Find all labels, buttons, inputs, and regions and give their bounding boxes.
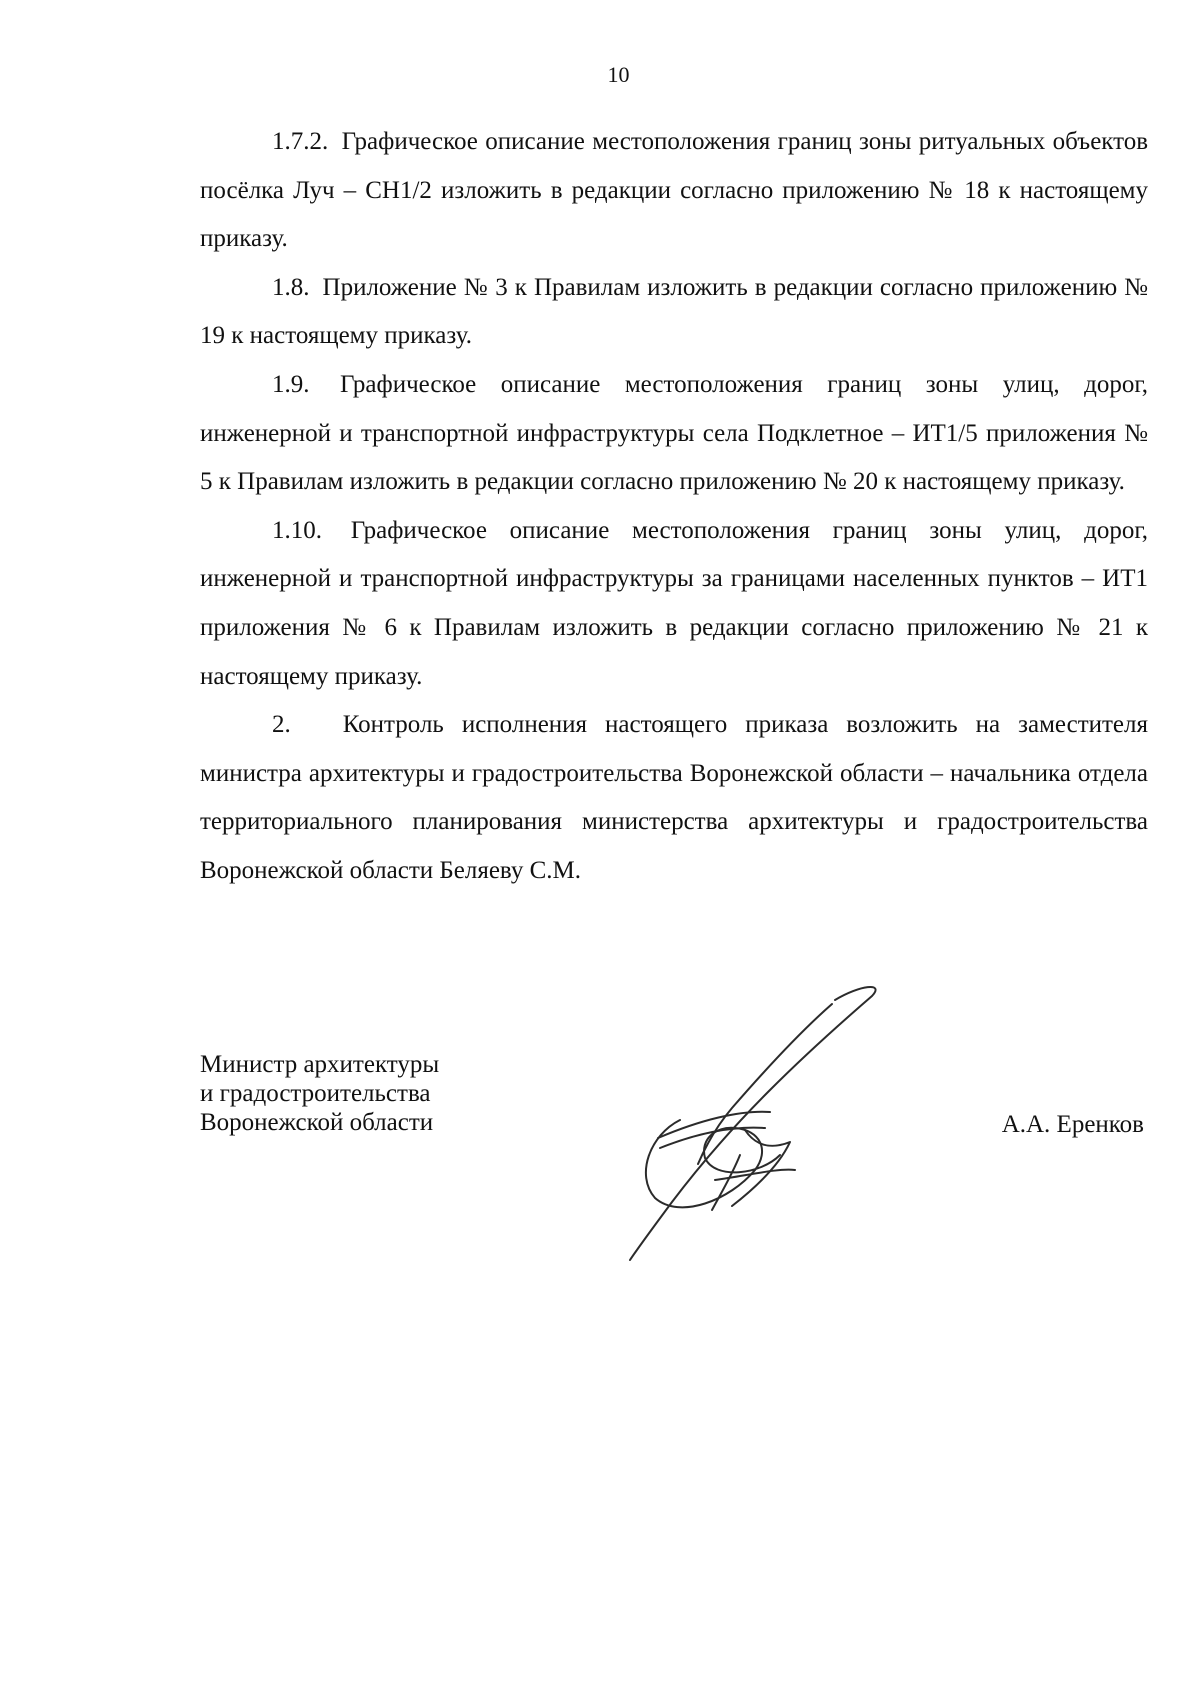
paragraph-number: 2.	[272, 711, 291, 739]
handwritten-signature	[620, 970, 980, 1270]
paragraph-1-7-2	[200, 118, 1148, 264]
paragraph-1-10	[200, 507, 1148, 701]
paragraph-number: 1.7.2.	[272, 128, 329, 155]
paragraph-text: Графическое описание местоположения границ зоны улиц, дорог, инженерной и транспортной инфраструктуры села Подклетное – ИТ1/5 приложения № 5 к Правилам изложить в редакции согласно приложению № 20 к настоящему приказу.	[200, 370, 1149, 496]
paragraph-2	[200, 701, 1148, 895]
paragraph-text: Контроль исполнения настоящего приказа возложить на заместителя министра архитектуры и градостроительства Воронежской области – начальника отдела территориального планирования министерства архитектуры и градостроительства Воронежской области Беляеву С.М.	[200, 711, 1148, 884]
paragraph-1-9	[200, 361, 1148, 507]
paragraph-number: 1.8.	[272, 273, 310, 301]
signature-block	[200, 1050, 1148, 1250]
paragraph-text: Графическое описание местоположения границ зоны ритуальных объектов посёлка Луч – СН1/2 изложить в редакции согласно приложению № 18 к настоящему приказу.	[200, 128, 1149, 253]
paragraph-1-8	[200, 264, 1148, 361]
paragraph-number: 1.9.	[272, 370, 310, 398]
signer-position-line: Министр архитектуры	[200, 1051, 440, 1078]
paragraph-text: Приложение № 3 к Правилам изложить в редакции согласно приложению № 19 к настоящему приказу.	[200, 273, 1149, 350]
signer-name: А.А. Еренков	[1001, 1111, 1144, 1138]
signer-position	[200, 1050, 439, 1137]
signer-position-line: Воронежской области	[200, 1109, 434, 1136]
signer-position-line: и градостроительства	[200, 1080, 431, 1107]
document-body	[200, 118, 1148, 896]
page-number: 10	[607, 62, 630, 87]
paragraph-text: Графическое описание местоположения границ зоны улиц, дорог, инженерной и транспортной инфраструктуры за границами населенных пунктов – ИТ1 приложения № 6 к Правилам изложить в редакции согласно приложению № 21 к настоящему приказу.	[200, 516, 1149, 690]
signature-strokes	[630, 987, 876, 1260]
paragraph-number: 1.10.	[272, 516, 322, 544]
